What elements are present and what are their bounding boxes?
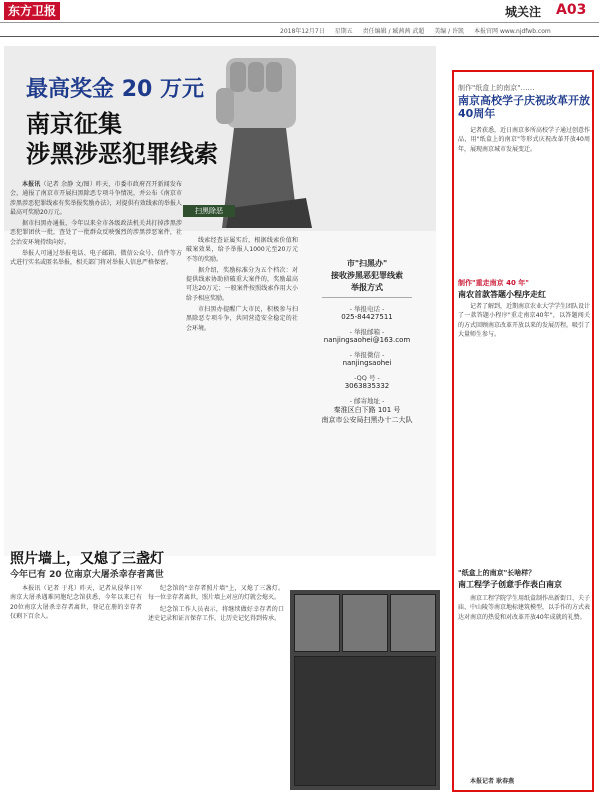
report-address-value: 秦淮区白下路 101 号 <box>333 406 401 414</box>
story2-paragraph: 纪念馆工作人员表示，将继续做好幸存者的口述史记录和证言保存工作，让历史记忆得到传承。 <box>148 605 284 622</box>
report-wechat-label: - 举报微信 - <box>349 351 385 359</box>
feature-paragraph: 据市扫黑办通报，今年以来全市各级政法机关共打掉涉黑涉恶犯罪团伙一批，查处了一批群众反映强烈的涉黑涉恶案件，社会治安环境持续向好。 <box>10 220 182 246</box>
newspaper-logo: 东方卫报 <box>4 2 60 20</box>
story2-headline: 照片墙上，又熄了三盏灯 <box>10 551 164 567</box>
feature-paragraph: 举报人可通过举报电话、电子邮箱、微信公众号、信件等方式进行实名或匿名举报，相关部门将对举报人信息严格保密。 <box>10 250 182 267</box>
story2-paragraph: 本报讯（记者 于兆）昨天，记者从侵华日军南京大屠杀遇难同胞纪念馆获悉，今年以来已有20位南京大屠杀幸存者离世，登记在册的幸存者仅剩下百余人。 <box>10 585 142 620</box>
report-title-2: 接收涉黑恶犯罪线索 <box>331 271 403 280</box>
right-headline-2: 南农首款答题小程序走红 <box>458 290 546 299</box>
campaign-badge: 扫黑除恶 <box>183 205 235 217</box>
right-body-2 <box>458 302 590 564</box>
masthead-meta <box>280 26 559 35</box>
right-body-1 <box>458 126 590 272</box>
feature-paragraph: 线索经查证属实后，根据线索价值和破案效果，给予举报人1000元至20万元不等的奖励。 <box>186 237 298 263</box>
feature-body-col-2 <box>186 236 298 552</box>
right-paragraph: 记者获悉，近日南京多所高校学子通过创意作品，用"纸盒上的南京"等形式庆祝改革开放40周年，展现南京城市发展变迁。 <box>458 127 590 153</box>
story2-subhead: 今年已有 20 位南京大屠杀幸存者离世 <box>10 570 164 580</box>
report-email-value: nanjingsaohei@163.com <box>323 336 411 344</box>
website-credit: 本报官网 www.njdfwb.com <box>474 28 551 35</box>
story2-body-col-2 <box>148 584 284 790</box>
right-kicker-1: 制作"纸盒上的南京"…… <box>458 84 535 92</box>
right-byline: 本报记者 耿春燕 <box>470 778 515 785</box>
right-headline-3: 南工程学子创意手作表白南京 <box>458 580 562 589</box>
page-number: A03 <box>556 2 587 18</box>
survivor-portrait-1 <box>294 594 340 652</box>
feature-paragraph: 市扫黑办提醒广大市民，积极参与扫黑除恶专项斗争，共同营造安全稳定的社会环境。 <box>186 306 298 332</box>
survivor-portrait-3 <box>390 594 436 652</box>
feature-body-col-1 <box>10 180 182 550</box>
headline-amount: 20 万元 <box>121 77 204 102</box>
feature-headline-3: 涉黑涉恶犯罪线索 <box>26 140 218 168</box>
feature-lead: 本报讯 <box>22 181 41 188</box>
report-title-1: 市"扫黑办" <box>346 259 388 268</box>
report-wechat-value: nanjingsaohei <box>342 359 392 367</box>
memorial-photo-wall <box>294 656 436 786</box>
report-title-3: 举报方式 <box>351 283 383 292</box>
right-body-3 <box>458 594 590 772</box>
headline-prefix: 最高奖金 <box>26 77 115 102</box>
report-methods-panel <box>302 258 432 513</box>
masthead-rule <box>0 36 599 37</box>
report-address-value-2: 南京市公安局扫黑办十二大队 <box>321 416 413 424</box>
designer-credit: 美编 / 许凯 <box>434 28 465 35</box>
survivor-photo-collage <box>290 590 440 790</box>
feature-paragraph: 据介绍，奖励标准分为五个档次：对提供线索协助侦破重大案件的，奖励最高可达20万元；一般案件按照线索作用大小给予相应奖励。 <box>186 266 298 302</box>
editor-credit: 责任编辑 / 臧茜茜 武超 <box>362 28 425 35</box>
section-title: 城关注 <box>505 5 542 19</box>
report-phone-label: - 举报电话 - <box>349 305 385 313</box>
right-paragraph: 南京工程学院学生用纸盒制作出新街口、夫子庙、中山陵等南京地标建筑模型，以手作的方式表达对南京的热爱和对改革开放40年成就的礼赞。 <box>458 595 590 621</box>
report-phone-value: 025-84427511 <box>341 313 393 321</box>
right-paragraph: 记者了解到，近期南京农业大学学生团队设计了一款答题小程序"重走南京40年"，以答题闯关的方式回顾南京改革开放以来的发展历程，吸引了大量师生参与。 <box>458 303 590 338</box>
story2-paragraph: 纪念馆的"幸存者照片墙"上，又熄了三盏灯。每一位幸存者离世，照片墙上对应的灯就会熄灭。 <box>148 585 284 602</box>
report-qq-label: -QQ 号 - <box>354 374 380 382</box>
right-kicker-3: "纸盒上的南京"长啥样？ <box>458 569 536 577</box>
right-kicker-2: 制作"重走南京 40 年" <box>458 279 529 287</box>
feature-headline-1 <box>26 72 204 103</box>
report-address-label: - 邮寄地址 - <box>349 397 385 405</box>
report-qq-value: 3063835332 <box>344 382 390 390</box>
story2-body-col-1 <box>10 584 142 790</box>
report-email-label: - 举报邮箱 - <box>349 328 385 336</box>
issue-date: 2018年12月7日 <box>280 28 325 35</box>
feature-paragraph: （记者 余静 文/图）昨天，市委市政府召开新闻发布会，通报了南京市开展扫黑除恶专项斗争情况，并公布《南京市涉黑涉恶犯罪线索有奖举报奖励办法》，对提供有效线索的举报人最高可奖励20万元。 <box>10 181 182 216</box>
right-headline-1: 南京高校学子庆祝改革开放40周年 <box>458 94 590 120</box>
report-divider <box>322 297 412 298</box>
feature-headline-2: 南京征集 <box>26 110 122 138</box>
survivor-portrait-2 <box>342 594 388 652</box>
issue-weekday: 星期五 <box>334 28 353 35</box>
